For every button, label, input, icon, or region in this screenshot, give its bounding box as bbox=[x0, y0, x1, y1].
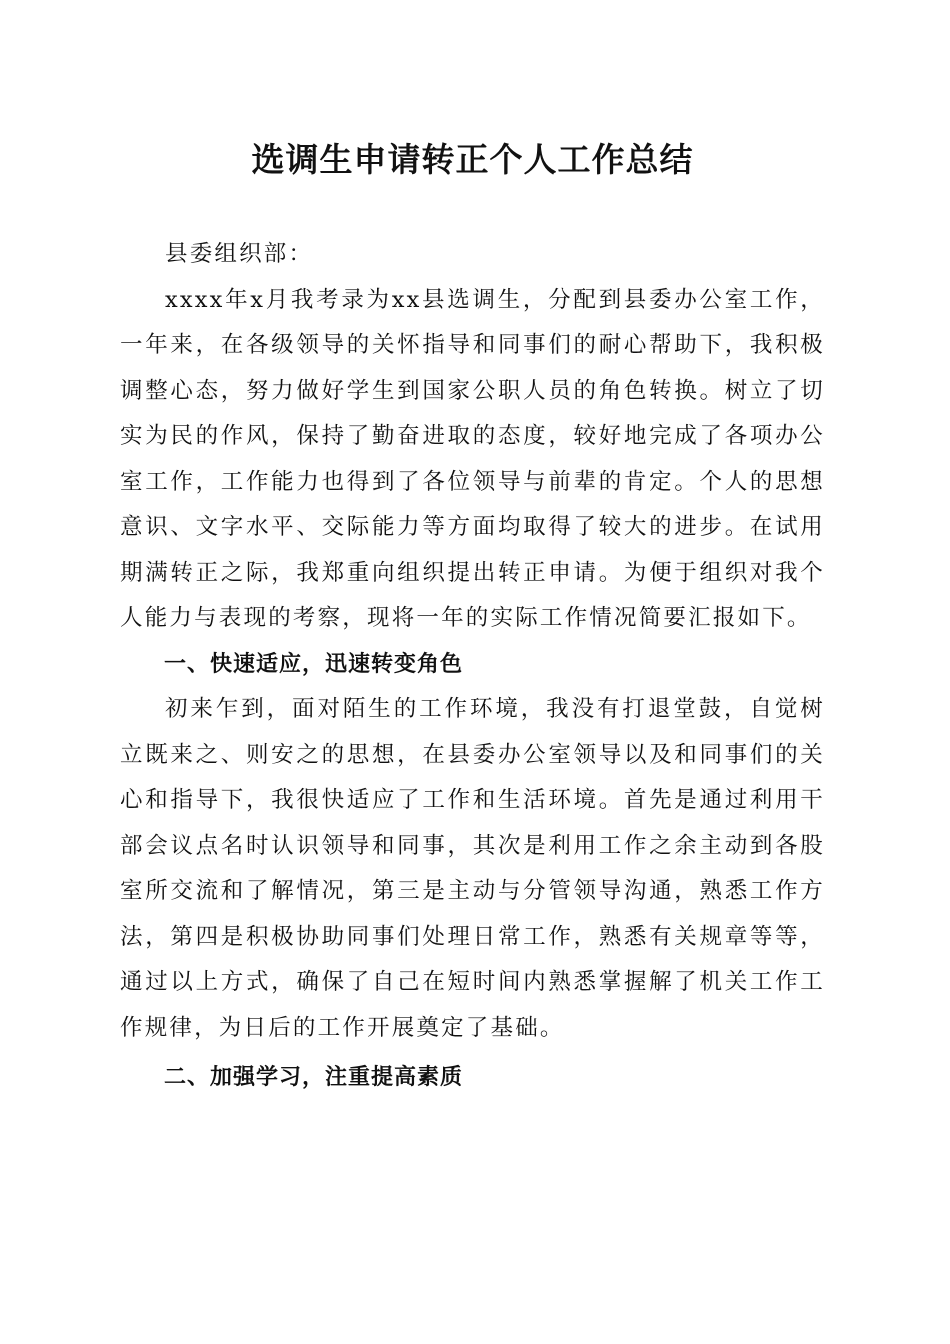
document-title: 选调生申请转正个人工作总结 bbox=[251, 140, 694, 179]
salutation: 县委组织部： bbox=[165, 241, 314, 267]
section-heading-2: 二、加强学习，注重提高素质 bbox=[164, 1065, 464, 1090]
document-body bbox=[120, 232, 825, 1101]
intro-paragraph: xxxx年x月我考录为xx县选调生，分配到县委办公室工作，一年来，在各级领导的关怀指导和同事们的耐心帮助下，我积极调整心态，努力做好学生到国家公职人员的角色转换。树立了切实为民的作风，保持了勤奋进取的态度，较好地完成了各项办公室工作，工作能力也得到了各位领导与前辈的肯定。个人的思想意识、文字水平、交际能力等方面均取得了较大的进步。在试用期满转正之际，我郑重向组织提出转正申请。为便于组织对我个人能力与表现的考察，现将一年的实际工作情况简要汇报如下。 bbox=[120, 286, 825, 631]
section-1-paragraph: 初来乍到，面对陌生的工作环境，我没有打退堂鼓，自觉树立既来之、则安之的思想，在县委办公室领导以及和同事们的关心和指导下，我很快适应了工作和生活环境。首先是通过利用干部会议点名时认识领导和同事，其次是利用工作之余主动到各股室所交流和了解情况，第三是主动与分管领导沟通，熟悉工作方法，第四是积极协助同事们处理日常工作，熟悉有关规章等等，通过以上方式，确保了自己在短时间内熟悉掌握解了机关工作工作规律，为日后的工作开展奠定了基础。 bbox=[120, 696, 825, 1041]
section-heading-1: 一、快速适应，迅速转变角色 bbox=[164, 651, 464, 677]
